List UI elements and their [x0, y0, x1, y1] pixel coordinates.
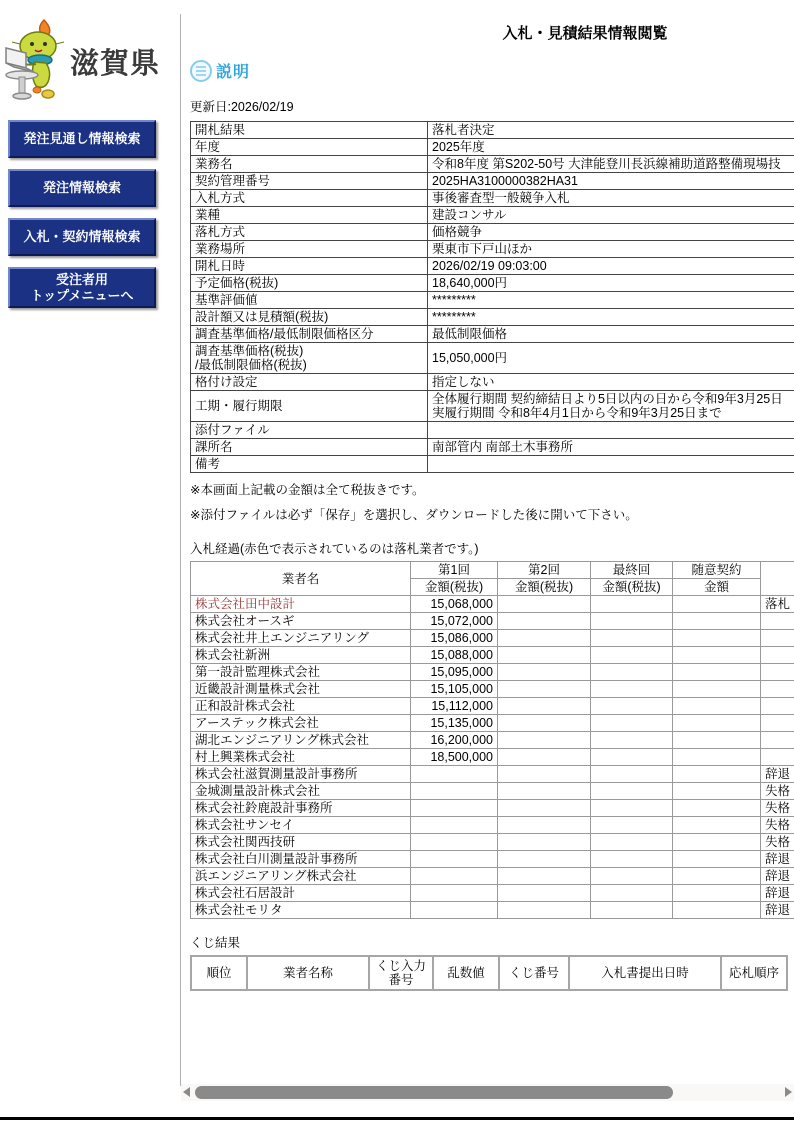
amount-cell — [673, 885, 761, 902]
vendor-name-cell: 株式会社オースギ — [191, 613, 411, 630]
lottery-header-cell: くじ入力番号 — [369, 956, 433, 990]
lottery-result-table — [190, 955, 788, 991]
round-header-cell: 第2回 — [498, 562, 591, 579]
info-row-value: ********* — [428, 292, 794, 309]
round-header-cell: 随意契約 — [673, 562, 761, 579]
pref-name-label: 滋賀県 — [70, 47, 161, 80]
status-cell — [761, 630, 794, 647]
info-row-value: 事後審査型一般競争入札 — [428, 190, 794, 207]
status-cell — [761, 715, 794, 732]
amount-cell — [591, 664, 673, 681]
status-cell: 辞退 — [761, 902, 794, 919]
vendor-name-cell: 近畿設計測量株式会社 — [191, 681, 411, 698]
info-row-value: ********* — [428, 309, 794, 326]
amount-cell — [591, 868, 673, 885]
horizontal-scrollbar[interactable] — [181, 1084, 794, 1101]
amount-cell — [673, 613, 761, 630]
amount-cell — [673, 630, 761, 647]
amount-cell — [591, 647, 673, 664]
lottery-result-title: くじ結果 — [190, 936, 241, 950]
amount-cell — [673, 647, 761, 664]
lottery-header-cell: 応札順序 — [721, 956, 787, 990]
bid-table-row — [191, 647, 794, 664]
bid-table-row — [191, 783, 794, 800]
info-row-value: 18,640,000円 — [428, 275, 794, 292]
info-row-value — [428, 422, 794, 439]
info-row-label: 業務名 — [191, 156, 428, 173]
amount-cell — [673, 817, 761, 834]
info-row-label: 格付け設定 — [191, 374, 428, 391]
info-row-label: 添付ファイル — [191, 422, 428, 439]
amount-header-cell: 金額 — [673, 579, 761, 596]
sidebar — [0, 18, 178, 308]
info-row-value: 価格競争 — [428, 224, 794, 241]
amount-cell — [498, 902, 591, 919]
amount-cell — [591, 732, 673, 749]
bid-table-row — [191, 851, 794, 868]
vendor-header-cell: 業者名 — [191, 562, 411, 596]
status-cell: 失格 — [761, 800, 794, 817]
lottery-header-cell: 入札書提出日時 — [569, 956, 721, 990]
amount-header-cell: 金額(税抜) — [498, 579, 591, 596]
amount-cell — [498, 834, 591, 851]
amount-cell — [498, 715, 591, 732]
note-text: ※添付ファイルは必ず「保存」を選択し、ダウンロードした後に開いて下さい。 — [190, 508, 638, 522]
amount-cell — [673, 681, 761, 698]
status-cell — [761, 681, 794, 698]
info-table-row — [191, 391, 794, 422]
info-row-value: 南部管内 南部土木事務所 — [428, 439, 794, 456]
amount-cell — [591, 596, 673, 613]
amount-cell: 15,135,000 — [411, 715, 498, 732]
status-cell: 辞退 — [761, 868, 794, 885]
amount-cell — [591, 783, 673, 800]
bid-info-table — [190, 121, 794, 473]
info-row-value: 栗東市下戸山ほか — [428, 241, 794, 258]
info-row-label: 備考 — [191, 456, 428, 473]
bid-table-row — [191, 766, 794, 783]
bid-table-row — [191, 698, 794, 715]
bid-table-row — [191, 868, 794, 885]
amount-cell: 16,200,000 — [411, 732, 498, 749]
amount-cell — [673, 749, 761, 766]
amount-cell — [591, 698, 673, 715]
amount-cell — [591, 902, 673, 919]
info-row-value — [428, 456, 794, 473]
status-cell: 失格 — [761, 817, 794, 834]
amount-cell — [591, 817, 673, 834]
vendor-name-cell: 株式会社鈴鹿設計事務所 — [191, 800, 411, 817]
amount-cell — [498, 766, 591, 783]
info-table-row — [191, 139, 794, 156]
bid-table-row — [191, 902, 794, 919]
info-table-row — [191, 374, 794, 391]
amount-cell — [673, 834, 761, 851]
amount-cell — [498, 783, 591, 800]
vendor-name-cell: 株式会社田中設計 — [191, 596, 411, 613]
info-row-value: 最低制限価格 — [428, 326, 794, 343]
amount-cell — [673, 596, 761, 613]
amount-cell — [591, 613, 673, 630]
amount-cell: 15,112,000 — [411, 698, 498, 715]
amount-cell — [498, 800, 591, 817]
vendor-name-cell: 株式会社井上エンジニアリング — [191, 630, 411, 647]
amount-cell — [673, 664, 761, 681]
amount-cell — [591, 766, 673, 783]
amount-cell — [673, 732, 761, 749]
status-cell — [761, 732, 794, 749]
bid-table-row — [191, 681, 794, 698]
page-bottom-border — [0, 1117, 794, 1120]
info-table-row — [191, 275, 794, 292]
amount-cell — [498, 868, 591, 885]
amount-cell — [498, 732, 591, 749]
amount-cell — [591, 715, 673, 732]
info-table-row — [191, 173, 794, 190]
status-cell — [761, 613, 794, 630]
vendor-name-cell: 村上興業株式会社 — [191, 749, 411, 766]
amount-cell — [498, 749, 591, 766]
sidebar-button-order-forecast-info-search[interactable]: 発注見通し情報検索 — [8, 120, 156, 158]
amount-cell — [673, 800, 761, 817]
status-cell — [761, 647, 794, 664]
amount-cell: 15,088,000 — [411, 647, 498, 664]
bid-table-row — [191, 596, 794, 613]
status-header-cell — [761, 562, 794, 596]
info-row-label: 予定価格(税抜) — [191, 275, 428, 292]
sidebar-button-bid-contract-info-search[interactable]: 入札・契約情報検索 — [8, 218, 156, 256]
page-title: 入札・見積結果情報閲覧 — [502, 25, 668, 42]
info-row-label: 調査基準価格(税抜) /最低制限価格(税抜) — [191, 343, 428, 374]
sidebar-button-order-info-search[interactable]: 発注情報検索 — [8, 169, 156, 207]
info-row-label: 契約管理番号 — [191, 173, 428, 190]
document-icon — [190, 60, 212, 82]
info-row-value: 建設コンサル — [428, 207, 794, 224]
amount-cell — [673, 902, 761, 919]
info-row-label: 調査基準価格/最低制限価格区分 — [191, 326, 428, 343]
note-text: ※本画面上記載の金額は全て税抜きです。 — [190, 483, 425, 497]
status-cell — [761, 698, 794, 715]
vendor-name-cell: 第一設計監理株式会社 — [191, 664, 411, 681]
explain-button-label: 説明 — [216, 64, 251, 81]
amount-cell — [673, 783, 761, 800]
amount-cell: 18,500,000 — [411, 749, 498, 766]
amount-cell: 15,105,000 — [411, 681, 498, 698]
amount-header-cell: 金額(税抜) — [591, 579, 673, 596]
amount-cell — [411, 800, 498, 817]
bid-header-row — [191, 562, 794, 579]
bid-table-row — [191, 885, 794, 902]
info-row-label: 開札日時 — [191, 258, 428, 275]
info-table-row — [191, 122, 794, 139]
vendor-name-cell: 正和設計株式会社 — [191, 698, 411, 715]
amount-cell — [411, 766, 498, 783]
amount-cell — [673, 766, 761, 783]
bid-table-row — [191, 732, 794, 749]
info-row-label: 基準評価値 — [191, 292, 428, 309]
amount-cell — [591, 885, 673, 902]
amount-cell — [411, 834, 498, 851]
info-table-row — [191, 292, 794, 309]
vendor-name-cell: 株式会社関西技研 — [191, 834, 411, 851]
info-row-value: 2025年度 — [428, 139, 794, 156]
amount-cell — [498, 647, 591, 664]
info-row-value: 全体履行期間 契約締結日より5日以内の日から令和9年3月25日 実履行期間 令和8年4月1日から令和9年3月25日まで — [428, 391, 794, 422]
amount-cell: 15,086,000 — [411, 630, 498, 647]
info-row-value: 2025HA3100000382HA31 — [428, 173, 794, 190]
info-row-value: 15,050,000円 — [428, 343, 794, 374]
vendor-name-cell: 金城測量設計株式会社 — [191, 783, 411, 800]
amount-cell — [498, 698, 591, 715]
amount-cell — [411, 885, 498, 902]
amount-cell: 15,072,000 — [411, 613, 498, 630]
shiga-mascot-icon — [4, 18, 68, 104]
bid-table-row — [191, 613, 794, 630]
info-table-row — [191, 258, 794, 275]
lottery-header-cell: くじ番号 — [499, 956, 569, 990]
bid-history-title: 入札経過(赤色で表示されているのは落札業者です。) — [190, 542, 479, 556]
info-row-value: 2026/02/19 09:03:00 — [428, 258, 794, 275]
amount-cell — [498, 630, 591, 647]
scroll-right-arrow-icon[interactable] — [785, 1087, 792, 1097]
main-content — [190, 14, 794, 991]
info-table-row — [191, 343, 794, 374]
info-row-value: 令和8年度 第S202-50号 大津能登川長浜線補助道路整備現場技 — [428, 156, 794, 173]
bid-table-row — [191, 630, 794, 647]
status-cell: 失格 — [761, 834, 794, 851]
amount-cell — [673, 715, 761, 732]
vendor-name-cell: 株式会社サンセイ — [191, 817, 411, 834]
amount-cell — [591, 749, 673, 766]
vendor-name-cell: 株式会社白川測量設計事務所 — [191, 851, 411, 868]
amount-cell — [498, 613, 591, 630]
info-table-row — [191, 439, 794, 456]
info-table-row — [191, 456, 794, 473]
amount-cell — [673, 868, 761, 885]
info-row-value: 落札者決定 — [428, 122, 794, 139]
amount-cell — [411, 851, 498, 868]
vendor-name-cell: アーステック株式会社 — [191, 715, 411, 732]
info-row-label: 工期・履行期限 — [191, 391, 428, 422]
info-table-row — [191, 422, 794, 439]
info-table-row — [191, 224, 794, 241]
amount-cell — [498, 664, 591, 681]
info-row-label: 落札方式 — [191, 224, 428, 241]
amount-cell — [498, 885, 591, 902]
info-row-label: 業種 — [191, 207, 428, 224]
amount-cell — [591, 834, 673, 851]
sidebar-button-contractor-top-menu[interactable]: 受注者用 トップメニューへ — [8, 267, 156, 308]
amount-header-cell: 金額(税抜) — [411, 579, 498, 596]
status-cell: 失格 — [761, 783, 794, 800]
info-row-label: 課所名 — [191, 439, 428, 456]
info-table-row — [191, 156, 794, 173]
info-row-label: 入札方式 — [191, 190, 428, 207]
info-table-row — [191, 309, 794, 326]
bid-history-table — [190, 561, 794, 919]
amount-cell: 15,068,000 — [411, 596, 498, 613]
amount-cell — [591, 800, 673, 817]
explain-button[interactable] — [190, 59, 250, 82]
bid-table-row — [191, 834, 794, 851]
round-header-cell: 最終回 — [591, 562, 673, 579]
bid-table-row — [191, 817, 794, 834]
amount-cell — [673, 698, 761, 715]
info-row-value: 指定しない — [428, 374, 794, 391]
info-row-label: 設計額又は見積額(税抜) — [191, 309, 428, 326]
scroll-left-arrow-icon[interactable] — [183, 1087, 190, 1097]
amount-cell — [411, 902, 498, 919]
status-cell: 辞退 — [761, 851, 794, 868]
amount-cell — [498, 681, 591, 698]
info-row-label: 開札結果 — [191, 122, 428, 139]
amount-cell — [673, 851, 761, 868]
lottery-header-cell: 乱数値 — [433, 956, 499, 990]
vendor-name-cell: 浜エンジニアリング株式会社 — [191, 868, 411, 885]
lottery-header-cell: 順位 — [191, 956, 247, 990]
amount-cell — [411, 783, 498, 800]
status-cell: 落札 — [761, 596, 794, 613]
bid-table-row — [191, 715, 794, 732]
vendor-name-cell: 株式会社新洲 — [191, 647, 411, 664]
amount-cell — [591, 681, 673, 698]
amount-cell — [411, 868, 498, 885]
status-cell: 辞退 — [761, 766, 794, 783]
info-row-label: 年度 — [191, 139, 428, 156]
info-table-row — [191, 207, 794, 224]
vertical-divider — [180, 14, 181, 1086]
amount-cell — [498, 851, 591, 868]
amount-cell — [591, 630, 673, 647]
amount-cell — [411, 817, 498, 834]
status-cell — [761, 664, 794, 681]
amount-cell — [498, 596, 591, 613]
update-date: 更新日:2026/02/19 — [190, 100, 294, 114]
vendor-name-cell: 株式会社石居設計 — [191, 885, 411, 902]
vendor-name-cell: 株式会社モリタ — [191, 902, 411, 919]
vendor-name-cell: 株式会社滋賀測量設計事務所 — [191, 766, 411, 783]
shiga-pref-logo — [0, 18, 178, 104]
notes — [190, 480, 794, 523]
round-header-cell: 第1回 — [411, 562, 498, 579]
scrollbar-thumb[interactable] — [195, 1086, 673, 1099]
vendor-name-cell: 湖北エンジニアリング株式会社 — [191, 732, 411, 749]
bid-table-row — [191, 749, 794, 766]
info-table-row — [191, 326, 794, 343]
info-row-label: 業務場所 — [191, 241, 428, 258]
amount-cell — [498, 817, 591, 834]
amount-cell: 15,095,000 — [411, 664, 498, 681]
info-table-row — [191, 190, 794, 207]
bid-table-row — [191, 664, 794, 681]
sidebar-nav — [0, 120, 178, 308]
status-cell — [761, 749, 794, 766]
amount-cell — [591, 851, 673, 868]
info-table-row — [191, 241, 794, 258]
lottery-header-cell: 業者名称 — [247, 956, 369, 990]
status-cell: 辞退 — [761, 885, 794, 902]
bid-table-row — [191, 800, 794, 817]
